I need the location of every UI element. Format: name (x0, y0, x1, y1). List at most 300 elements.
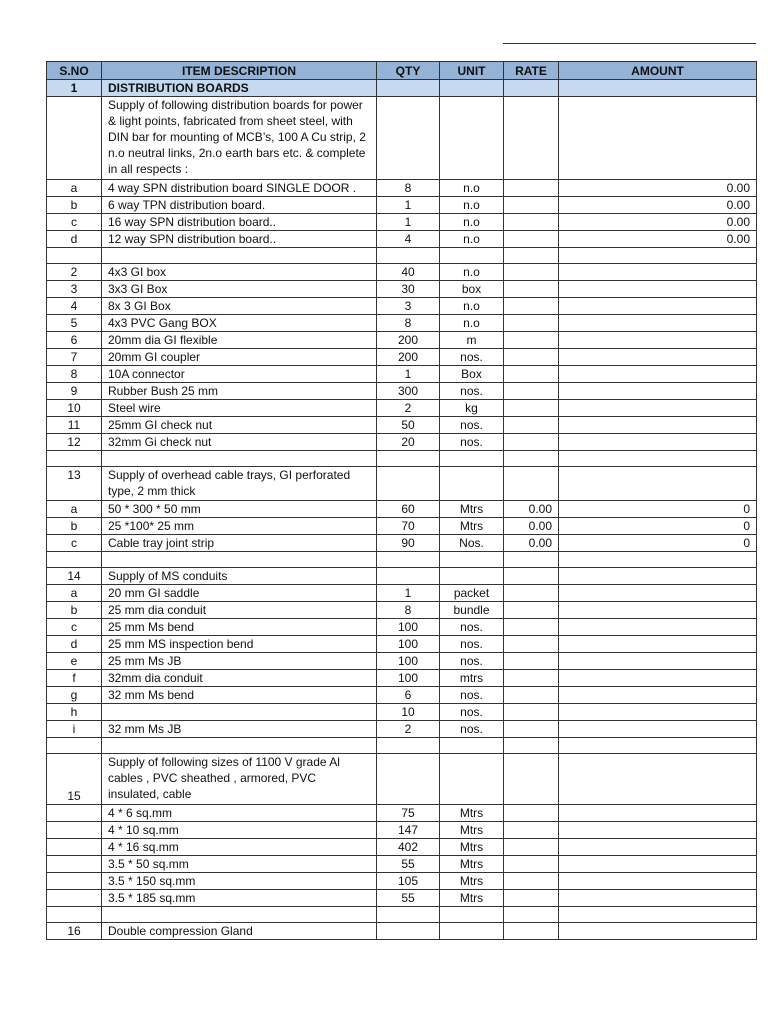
cell-amount (559, 97, 757, 180)
table-row (47, 264, 757, 281)
cell-rate (504, 839, 559, 856)
cell-unit: n.o (440, 315, 504, 332)
cell-rate (504, 214, 559, 231)
cell-rate (504, 754, 559, 805)
cell-description: 10A connector (102, 366, 377, 383)
cell-qty: 10 (377, 704, 440, 721)
cell-sno: 16 (47, 923, 102, 940)
cell-rate (504, 568, 559, 585)
cell-amount (559, 687, 757, 704)
cell-sno: 1 (47, 80, 102, 97)
cell-description: 16 way SPN distribution board.. (102, 214, 377, 231)
table-row (47, 805, 757, 822)
cell-sno: 4 (47, 298, 102, 315)
cell-unit: Mtrs (440, 873, 504, 890)
cell-description: 32 mm Ms JB (102, 721, 377, 738)
cell-qty: 100 (377, 670, 440, 687)
cell-sno: i (47, 721, 102, 738)
cell-sno: c (47, 214, 102, 231)
cell-rate (504, 907, 559, 923)
blank-row (47, 738, 757, 754)
cell-description: 4 * 6 sq.mm (102, 805, 377, 822)
cell-rate (504, 281, 559, 298)
cell-qty: 200 (377, 332, 440, 349)
signature-line (503, 43, 756, 44)
cell-sno: d (47, 636, 102, 653)
table-row (47, 585, 757, 602)
blank-row (47, 907, 757, 923)
cell-unit (440, 754, 504, 805)
cell-qty: 100 (377, 636, 440, 653)
cell-rate (504, 670, 559, 687)
cell-qty: 300 (377, 383, 440, 400)
cell-rate (504, 619, 559, 636)
cell-sno: 5 (47, 315, 102, 332)
cell-amount (559, 856, 757, 873)
cell-amount (559, 738, 757, 754)
cell-qty: 147 (377, 822, 440, 839)
cell-sno: c (47, 535, 102, 552)
cell-amount (559, 585, 757, 602)
cell-sno (47, 552, 102, 568)
cell-sno: b (47, 602, 102, 619)
cell-sno: e (47, 653, 102, 670)
cell-amount (559, 636, 757, 653)
cell-amount (559, 315, 757, 332)
cell-description (102, 907, 377, 923)
table-row (47, 839, 757, 856)
table-row (47, 417, 757, 434)
cell-sno: 3 (47, 281, 102, 298)
cell-amount (559, 839, 757, 856)
cell-unit: packet (440, 585, 504, 602)
cell-qty: 1 (377, 585, 440, 602)
cell-qty: 8 (377, 180, 440, 197)
cell-qty: 200 (377, 349, 440, 366)
cell-description (102, 248, 377, 264)
cell-qty: 1 (377, 366, 440, 383)
cell-rate (504, 97, 559, 180)
cell-description: DISTRIBUTION BOARDS (102, 80, 377, 97)
cell-unit: kg (440, 400, 504, 417)
cell-amount: 0.00 (559, 231, 757, 248)
cell-description: Supply of MS conduits (102, 568, 377, 585)
cell-amount (559, 653, 757, 670)
header-rate: RATE (504, 62, 559, 80)
cell-unit (440, 923, 504, 940)
cell-amount (559, 619, 757, 636)
cell-sno (47, 890, 102, 907)
table-row (47, 383, 757, 400)
cell-qty: 4 (377, 231, 440, 248)
cell-rate (504, 264, 559, 281)
cell-description: Supply of following sizes of 1100 V grade Al cables , PVC sheathed , armored, PVC insulated, cable (102, 754, 377, 805)
cell-description: 32mm Gi check nut (102, 434, 377, 451)
cell-amount (559, 383, 757, 400)
table-row (47, 97, 757, 180)
cell-description: 3x3 GI Box (102, 281, 377, 298)
cell-description: 4 * 16 sq.mm (102, 839, 377, 856)
cell-qty: 2 (377, 400, 440, 417)
cell-description: 4x3 PVC Gang BOX (102, 315, 377, 332)
cell-rate (504, 383, 559, 400)
cell-qty: 60 (377, 501, 440, 518)
cell-description: 50 * 300 * 50 mm (102, 501, 377, 518)
cell-qty: 30 (377, 281, 440, 298)
cell-description: 12 way SPN distribution board.. (102, 231, 377, 248)
cell-unit: nos. (440, 721, 504, 738)
cell-unit: n.o (440, 298, 504, 315)
cell-unit (440, 97, 504, 180)
cell-unit (440, 568, 504, 585)
header-sno: S.NO (47, 62, 102, 80)
cell-amount (559, 754, 757, 805)
table-row (47, 687, 757, 704)
cell-amount (559, 400, 757, 417)
cell-unit: m (440, 332, 504, 349)
cell-description (102, 451, 377, 467)
cell-unit: nos. (440, 434, 504, 451)
cell-description: 4x3 GI box (102, 264, 377, 281)
cell-unit: nos. (440, 619, 504, 636)
cell-unit: n.o (440, 214, 504, 231)
cell-description: 25 mm Ms JB (102, 653, 377, 670)
table-row (47, 332, 757, 349)
cell-qty (377, 907, 440, 923)
cell-sno (47, 738, 102, 754)
table-row (47, 602, 757, 619)
cell-amount (559, 451, 757, 467)
cell-unit (440, 738, 504, 754)
cell-qty (377, 923, 440, 940)
table-row (47, 434, 757, 451)
cell-sno (47, 822, 102, 839)
cell-unit: Nos. (440, 535, 504, 552)
cell-amount (559, 417, 757, 434)
table-row (47, 923, 757, 940)
cell-qty: 402 (377, 839, 440, 856)
cell-qty: 100 (377, 653, 440, 670)
cell-description: Cable tray joint strip (102, 535, 377, 552)
cell-description: Supply of overhead cable trays, GI perforated type, 2 mm thick (102, 467, 377, 501)
cell-unit: nos. (440, 653, 504, 670)
cell-rate (504, 180, 559, 197)
header-qty: QTY (377, 62, 440, 80)
cell-rate (504, 197, 559, 214)
table-row (47, 315, 757, 332)
cell-unit: Mtrs (440, 839, 504, 856)
blank-row (47, 248, 757, 264)
cell-unit: nos. (440, 417, 504, 434)
cell-rate (504, 366, 559, 383)
cell-unit: Mtrs (440, 822, 504, 839)
cell-unit: Mtrs (440, 518, 504, 535)
table-row (47, 754, 757, 805)
table-row (47, 366, 757, 383)
cell-description: 3.5 * 185 sq.mm (102, 890, 377, 907)
table-row (47, 890, 757, 907)
cell-amount (559, 670, 757, 687)
table-row (47, 721, 757, 738)
cell-sno: 10 (47, 400, 102, 417)
table-row (47, 518, 757, 535)
cell-description: 25 mm dia conduit (102, 602, 377, 619)
cell-rate (504, 298, 559, 315)
cell-amount: 0.00 (559, 214, 757, 231)
cell-description: Double compression Gland (102, 923, 377, 940)
table-row (47, 467, 757, 501)
cell-qty: 100 (377, 619, 440, 636)
section-row (47, 80, 757, 97)
cell-qty: 3 (377, 298, 440, 315)
table-header-row (47, 62, 757, 80)
cell-description: 20mm GI coupler (102, 349, 377, 366)
cell-unit: nos. (440, 687, 504, 704)
cell-rate: 0.00 (504, 535, 559, 552)
table-row (47, 568, 757, 585)
cell-rate (504, 890, 559, 907)
cell-rate (504, 248, 559, 264)
table-row (47, 214, 757, 231)
cell-qty: 55 (377, 890, 440, 907)
cell-amount (559, 907, 757, 923)
cell-sno: 15 (47, 754, 102, 805)
cell-amount (559, 248, 757, 264)
cell-amount (559, 704, 757, 721)
table-row (47, 197, 757, 214)
cell-rate (504, 231, 559, 248)
cell-amount (559, 602, 757, 619)
cell-sno: b (47, 518, 102, 535)
table-row (47, 670, 757, 687)
cell-rate (504, 400, 559, 417)
cell-description: 32 mm Ms bend (102, 687, 377, 704)
blank-row (47, 451, 757, 467)
cell-rate (504, 315, 559, 332)
cell-sno: c (47, 619, 102, 636)
cell-rate (504, 332, 559, 349)
cell-description: 3.5 * 150 sq.mm (102, 873, 377, 890)
cell-amount (559, 467, 757, 501)
cell-sno (47, 97, 102, 180)
cell-rate (504, 80, 559, 97)
cell-amount: 0 (559, 535, 757, 552)
cell-amount (559, 822, 757, 839)
cell-sno (47, 856, 102, 873)
table-row (47, 180, 757, 197)
cell-amount (559, 332, 757, 349)
cell-qty: 6 (377, 687, 440, 704)
cell-unit (440, 467, 504, 501)
cell-unit: Mtrs (440, 890, 504, 907)
cell-rate (504, 602, 559, 619)
cell-rate (504, 856, 559, 873)
cell-rate: 0.00 (504, 501, 559, 518)
cell-sno: b (47, 197, 102, 214)
cell-rate (504, 805, 559, 822)
cell-description (102, 738, 377, 754)
cell-amount (559, 890, 757, 907)
cell-qty (377, 738, 440, 754)
table-row (47, 231, 757, 248)
cell-rate (504, 349, 559, 366)
header-description: ITEM DESCRIPTION (102, 62, 377, 80)
cell-unit: Box (440, 366, 504, 383)
cell-sno (47, 839, 102, 856)
cell-unit: mtrs (440, 670, 504, 687)
cell-qty: 8 (377, 602, 440, 619)
table-row (47, 856, 757, 873)
cell-description: 25 *100* 25 mm (102, 518, 377, 535)
cell-description: 20 mm GI saddle (102, 585, 377, 602)
cell-qty (377, 97, 440, 180)
cell-sno: h (47, 704, 102, 721)
cell-amount (559, 434, 757, 451)
cell-description: 20mm dia GI flexible (102, 332, 377, 349)
cell-rate (504, 417, 559, 434)
cell-amount: 0 (559, 518, 757, 535)
cell-qty: 1 (377, 214, 440, 231)
cell-qty (377, 451, 440, 467)
cell-sno: 11 (47, 417, 102, 434)
cell-rate (504, 721, 559, 738)
table-row (47, 704, 757, 721)
cell-unit: Mtrs (440, 805, 504, 822)
cell-unit: n.o (440, 197, 504, 214)
cell-amount (559, 264, 757, 281)
cell-amount (559, 721, 757, 738)
cell-amount (559, 923, 757, 940)
header-amount: AMOUNT (559, 62, 757, 80)
cell-unit: nos. (440, 383, 504, 400)
cell-amount: 0.00 (559, 197, 757, 214)
cell-unit: Mtrs (440, 856, 504, 873)
cell-qty: 2 (377, 721, 440, 738)
cell-qty: 55 (377, 856, 440, 873)
cell-unit: n.o (440, 180, 504, 197)
cell-unit (440, 907, 504, 923)
cell-unit (440, 451, 504, 467)
cell-sno: a (47, 501, 102, 518)
cell-description (102, 552, 377, 568)
cell-sno: 2 (47, 264, 102, 281)
cell-unit: n.o (440, 264, 504, 281)
cell-amount (559, 805, 757, 822)
cell-qty: 70 (377, 518, 440, 535)
cell-unit (440, 80, 504, 97)
cell-qty: 50 (377, 417, 440, 434)
cell-unit: bundle (440, 602, 504, 619)
cell-description: Rubber Bush 25 mm (102, 383, 377, 400)
cell-qty (377, 80, 440, 97)
cell-description: Supply of following distribution boards for power & light points, fabricated from sheet steel, with DIN bar for mounting of MCB’s, 100 A Cu strip, 2 n.o neutral links, 2n.o earth bars etc. & complete in all respects : (102, 97, 377, 180)
table-row (47, 349, 757, 366)
cell-rate (504, 552, 559, 568)
cell-sno: 14 (47, 568, 102, 585)
table-body (47, 80, 757, 940)
cell-description: 4 way SPN distribution board SINGLE DOOR . (102, 180, 377, 197)
table-row (47, 281, 757, 298)
cell-qty: 1 (377, 197, 440, 214)
cell-amount (559, 552, 757, 568)
cell-rate (504, 467, 559, 501)
cell-sno: d (47, 231, 102, 248)
cell-qty: 20 (377, 434, 440, 451)
header-unit: UNIT (440, 62, 504, 80)
cell-rate: 0.00 (504, 518, 559, 535)
cell-qty (377, 467, 440, 501)
cell-qty: 8 (377, 315, 440, 332)
boq-table (46, 61, 757, 940)
cell-amount (559, 298, 757, 315)
cell-sno (47, 451, 102, 467)
cell-amount (559, 568, 757, 585)
cell-description: 4 * 10 sq.mm (102, 822, 377, 839)
cell-sno (47, 805, 102, 822)
cell-unit: nos. (440, 636, 504, 653)
cell-description: 25mm GI check nut (102, 417, 377, 434)
cell-sno (47, 873, 102, 890)
cell-rate (504, 738, 559, 754)
cell-unit: n.o (440, 231, 504, 248)
cell-unit (440, 552, 504, 568)
cell-unit: nos. (440, 704, 504, 721)
cell-sno: a (47, 180, 102, 197)
cell-sno: 6 (47, 332, 102, 349)
cell-description: Steel wire (102, 400, 377, 417)
table-row (47, 298, 757, 315)
cell-unit (440, 248, 504, 264)
cell-description: 25 mm MS inspection bend (102, 636, 377, 653)
cell-sno: 13 (47, 467, 102, 501)
cell-sno: 7 (47, 349, 102, 366)
cell-amount (559, 80, 757, 97)
cell-amount (559, 873, 757, 890)
cell-unit: box (440, 281, 504, 298)
cell-unit: Mtrs (440, 501, 504, 518)
cell-description: 3.5 * 50 sq.mm (102, 856, 377, 873)
cell-qty (377, 568, 440, 585)
cell-qty (377, 552, 440, 568)
table-row (47, 619, 757, 636)
table-row (47, 400, 757, 417)
cell-description: 32mm dia conduit (102, 670, 377, 687)
cell-unit: nos. (440, 349, 504, 366)
cell-amount (559, 366, 757, 383)
cell-sno (47, 248, 102, 264)
cell-amount: 0.00 (559, 180, 757, 197)
cell-rate (504, 873, 559, 890)
cell-sno: 9 (47, 383, 102, 400)
cell-rate (504, 451, 559, 467)
cell-rate (504, 434, 559, 451)
cell-rate (504, 687, 559, 704)
cell-rate (504, 822, 559, 839)
cell-qty: 40 (377, 264, 440, 281)
cell-amount (559, 281, 757, 298)
table-row (47, 535, 757, 552)
cell-sno (47, 907, 102, 923)
cell-description: 25 mm Ms bend (102, 619, 377, 636)
cell-rate (504, 704, 559, 721)
cell-rate (504, 585, 559, 602)
cell-description: 8x 3 GI Box (102, 298, 377, 315)
cell-amount (559, 349, 757, 366)
cell-sno: f (47, 670, 102, 687)
cell-rate (504, 636, 559, 653)
table-row (47, 501, 757, 518)
cell-qty (377, 248, 440, 264)
